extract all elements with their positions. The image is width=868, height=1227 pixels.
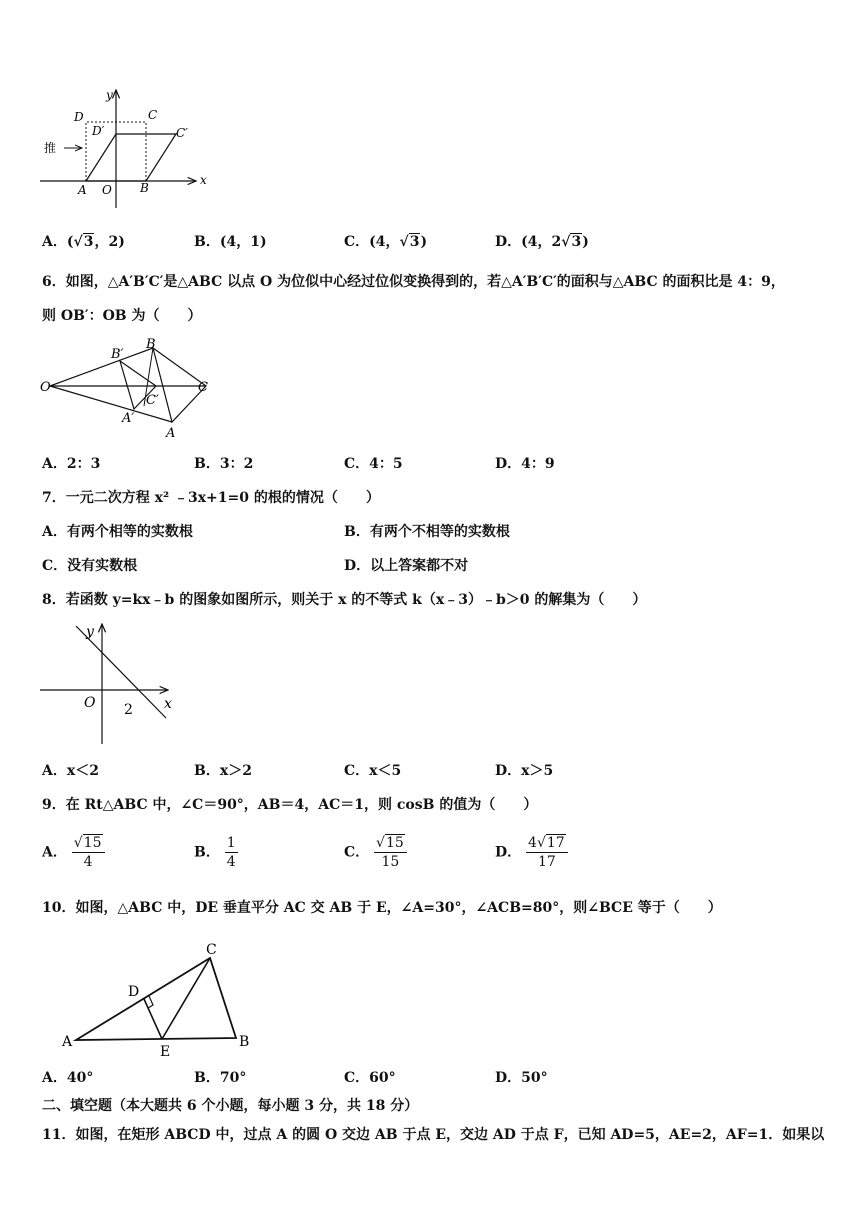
fig-label-B: B [146,337,156,352]
fig-label-y: y [106,88,113,102]
fig-label-B: B [140,181,149,195]
q6-option-c[interactable]: C．4：5 [344,456,403,472]
q10-option-c[interactable]: C．60° [344,1070,396,1086]
fig-label-Bp: B′ [111,347,124,362]
sqrt-sign: √ [73,835,83,851]
q7-option-a[interactable]: A．有两个相等的实数根 [42,524,193,540]
fig-label-A: A [78,183,87,197]
fig-label-C: C [148,108,158,122]
fraction: $\frac{√15}{4}$ [72,834,105,871]
fig-label-B: B [239,1034,250,1050]
section-heading: 二、填空题（本大题共 6 个小题，每小题 3 分，共 18 分） [42,1098,419,1114]
q6-stem-line2: 则 OB′：OB 为（ ） [42,308,202,324]
q6-stem-line1: 6．如图，△A′B′C′是△ABC 以点 O 为位似中心经过位似变换得到的，若△A′B′C′的面积与△ABC 的面积比是 4：9， [42,274,785,290]
fig-label-Dp: D′ [92,124,105,138]
line-OB [50,348,153,386]
fig-label-Cp: C′ [176,126,188,140]
q8-figure [36,618,186,748]
sqrt-sign: √ [73,234,83,250]
fraction: $\frac{√15}{15}$ [374,834,407,871]
q8-stem: 8．若函数 y=kx﹣b 的图象如图所示，则关于 x 的不等式 k（x﹣3）﹣b＞0 的解集为（ ） [42,592,647,608]
sqrt-sign: √ [536,835,546,851]
fig-label-Cp: C′ [146,393,159,408]
q6-option-b[interactable]: B．3：2 [194,456,254,472]
fig-label-O: O [84,695,96,711]
q8-option-b[interactable]: B．x＞2 [194,763,252,779]
q5-option-d[interactable]: D．(4，2√3) [495,234,589,250]
q5-option-c[interactable]: C．(4，√3) [344,234,428,250]
fig-label-A: A [166,426,176,441]
q11-stem-line1: 11．如图，在矩形 ABCD 中，过点 A 的圆 O 交边 AB 于点 E，交边 AD 于点 F，已知 AD=5，AE=2，AF=1．如果以 [42,1127,825,1143]
q6-option-a[interactable]: A．2：3 [42,456,101,472]
fig-label-O: O [102,183,112,197]
q10-option-a[interactable]: A．40° [42,1070,94,1086]
fig-label-A: A [62,1034,73,1050]
fig-label-x: x [164,696,172,712]
parallelogram [86,134,176,181]
fig-label-C: C [198,380,208,395]
fig-label-x: x [200,173,207,187]
q9-stem: 9．在 Rt△ABC 中，∠C＝90°，AB＝4，AC＝1，则 cosB 的值为（ ） [42,797,538,813]
sqrt-sign: √ [561,234,571,250]
q5-option-b[interactable]: B．(4，1) [194,234,267,250]
fig-label-y: y [86,624,94,640]
q10-stem: 10．如图，△ABC 中，DE 垂直平分 AC 交 AB 于 E，∠A=30°，∠ACB=80°，则∠BCE 等于（ ） [42,900,722,916]
fraction: $\frac{1}{4}$ [226,835,236,870]
fig-label-D: D [128,984,140,1000]
sqrt-sign: √ [376,835,385,851]
fig-label-Ap: A′ [122,411,135,426]
q5-option-a[interactable]: A．(√3，2) [42,234,125,250]
q7-option-c[interactable]: C．没有实数根 [42,558,138,574]
q8-option-c[interactable]: C．x＜5 [344,763,402,779]
q8-option-a[interactable]: A．x＜2 [42,763,99,779]
right-angle-mark [148,996,153,1008]
q9-option-d[interactable]: D． $\frac{4√17}{17}$ [495,834,568,871]
q8-option-d[interactable]: D．x＞5 [495,763,554,779]
fraction: $\frac{4√17}{17}$ [526,834,568,871]
q7-option-d[interactable]: D．以上答案都不对 [344,558,469,574]
q10-option-b[interactable]: B．70° [194,1070,247,1086]
line-CE [162,958,210,1039]
q10-option-d[interactable]: D．50° [495,1070,548,1086]
fig-label-E: E [160,1044,171,1060]
triangle-ABC [76,958,236,1040]
q9-option-c[interactable]: C． $\frac{√15}{15}$ [344,834,407,871]
fig-label-O: O [40,380,51,395]
sqrt-sign: √ [399,234,409,250]
fig-label-2: 2 [124,702,133,718]
fig-label-push: 推 [44,141,57,155]
fig-label-C: C [206,942,217,958]
q9-option-b[interactable]: B． $\frac{1}{4}$ [194,835,236,870]
q7-stem: 7．一元二次方程 x² ﹣3x+1=0 的根的情况（ ） [42,490,380,506]
q7-option-b[interactable]: B．有两个不相等的实数根 [344,524,510,540]
q10-figure [56,938,266,1062]
q5-figure [36,84,216,214]
fig-label-D: D [74,110,84,124]
q6-option-d[interactable]: D．4：9 [495,456,555,472]
q6-figure [36,336,226,446]
q9-option-a[interactable]: A． $\frac{√15}{4}$ [42,834,105,871]
